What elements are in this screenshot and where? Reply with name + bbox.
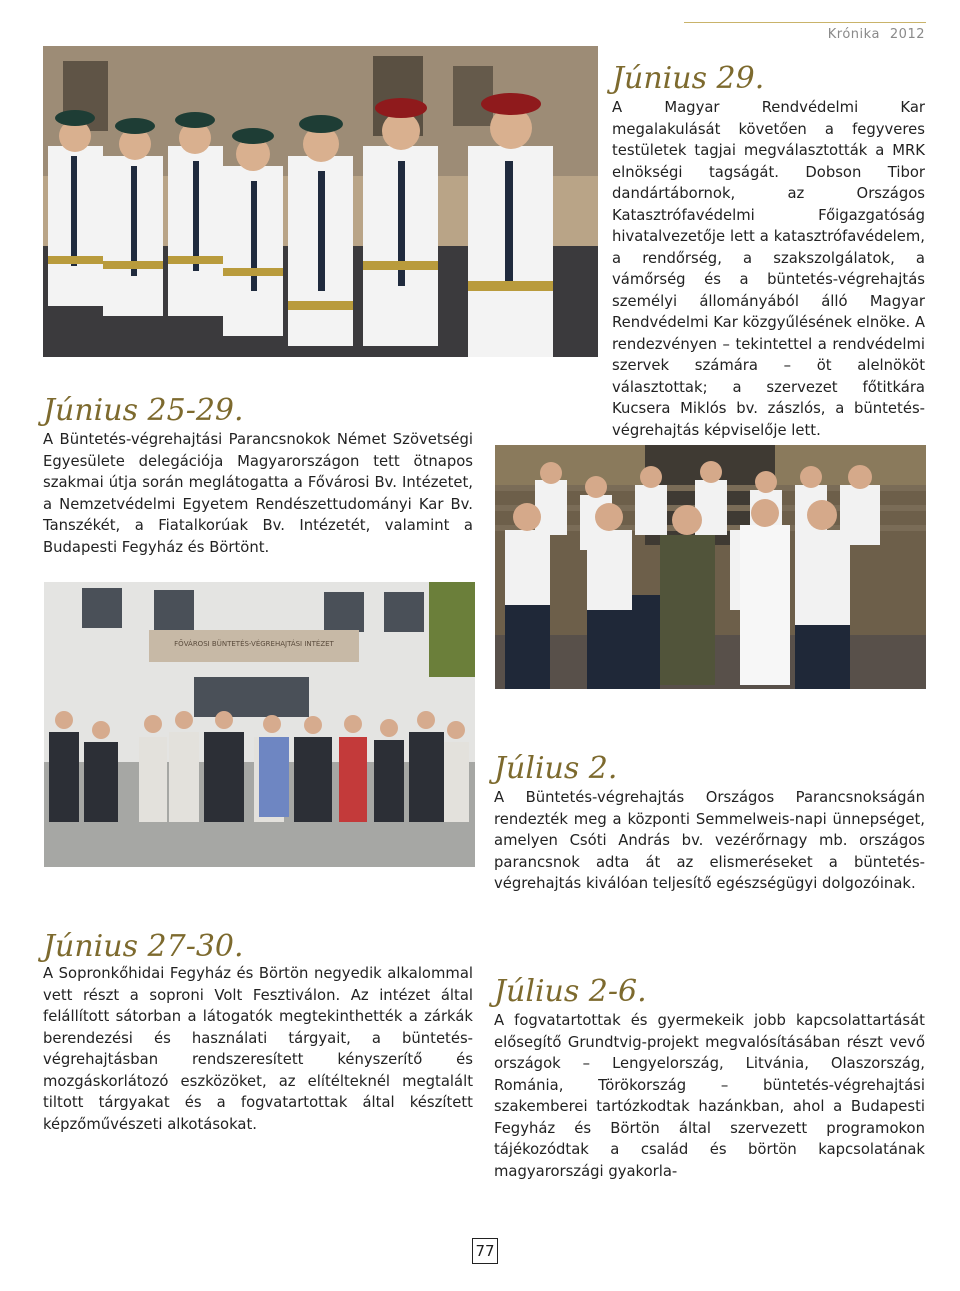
article-body-june-29: A Magyar Rendvédelmi Kar megalakulását követően a fegyveres testületek tagjai megválasztották a MRK elnökségi tagságát. Dobson Tibor dandártábornok, az Országos Katasztrófavédelmi Főigazgatóság hivatalvezetője lett a katasztrófavédelem, a rendőrség, a szakszolgálatok, a vámőrség és a büntetés-végrehajtás személyi állományából álló Magyar Rendvédelmi Kar közgyűlésének elnöke. A rendezvényen – tekintettel a rendvédelmi szervek számára – öt alelnököt választottak; a szervezet főtitkára Kucsera Miklós bv. zászlós, a büntetés-végrehajtás képviselője lett. xyxy=(612,99,925,439)
header-rule xyxy=(684,22,926,23)
article-heading-june-25-29: Június 25-29. xyxy=(43,393,244,428)
article-body-june-27-30: A Sopronkőhidai Fegyház és Börtön negyedik alkalommal vett részt a soproni Volt Fesztiválon. Az intézet által felállított sátorban a látogatók megtekinthették a zárkák berendezési és használati tárgyait, a büntetés-végrehajtásban rendszeresített kényszerítő és mozgáskorlátozó eszközöket, az elítélteknél megtalált tiltott tárgyakat és a fogvatartottak által készített képzőművészeti alkotásokat. xyxy=(43,965,473,1133)
page-number: 77 xyxy=(472,1238,498,1264)
running-header xyxy=(828,27,925,42)
article-heading-july-2: Július 2. xyxy=(494,751,618,786)
article-heading-july-2-6: Július 2-6. xyxy=(494,974,647,1009)
article-body-july-2-6: A fogvatartottak és gyermekeik jobb kapcsolattartását elősegítő Grundtvig-projekt megvalósításában részt vevő országok – Lengyelország, Litvánia, Olaszország, Románia, Törökország – büntetés-végrehajtási szakemberei tartózkodtak hazánkban, ahol a Budapesti Fegyház és Börtön által szervezett programokon tájékozódtak a család és börtön kapcsolatának magyarországi gyakorla- xyxy=(494,1012,925,1180)
article-heading-june-27-30: Június 27-30. xyxy=(43,929,244,964)
article-body-july-2: A Büntetés-végrehajtás Országos Parancsnokságán rendezték meg a központi Semmelweis-napi ünnepséget, amelyen Csóti András bv. vezérőrnagy mb. országos parancsnok adta át az elismeréseket a büntetés-végrehajtás kiválóan teljesítő egészségügyi dolgozóinak. xyxy=(494,789,925,892)
article-heading-june-29: Június 29. xyxy=(612,61,765,96)
photo-delegation-building xyxy=(44,582,475,867)
article-body-june-25-29: A Büntetés-végrehajtási Parancsnokok Német Szövetségi Egyesülete delegációja Magyarországon tett ötnapos szakmai útja során meglátogatta a Fővárosi Bv. Intézetet, a Nemzetvédelmi Egyetem Rendészettudományi Kar Bv. Tanszékét, a Fiatalkorúak Bv. Intézetét, valamint a Budapesti Fegyház és Börtönt. xyxy=(43,431,473,556)
photo-mrk-group-stairs xyxy=(495,445,926,689)
header-section: Krónika xyxy=(827,27,880,42)
header-year: 2012 xyxy=(889,27,925,42)
photo-ceremony-salute xyxy=(43,46,598,357)
building-sign: FŐVÁROSI BÜNTETÉS-VÉGREHAJTÁSI INTÉZET xyxy=(174,640,334,648)
